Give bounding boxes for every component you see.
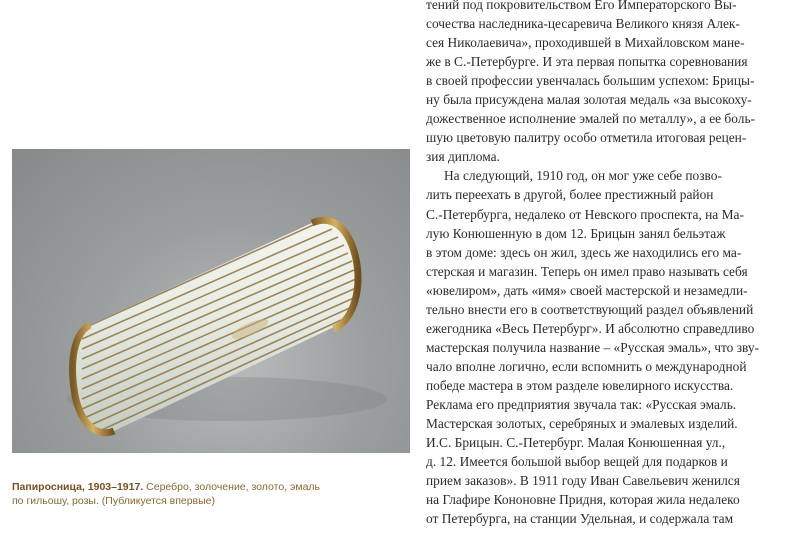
caption-text: Серебро, золочение, золото, эмаль по гильошу, розы. (Публикуется впервые) [12, 481, 321, 507]
paragraph-1: тений под покровительством Его Императорского Вы- сочества наследника-цесаревича Великого князя Алек- сея Николаевича», проходившей в Михайловском мане- же в С.-Петербурге. И эта первая попытка соревнования в своей профессии увенчалась большим успехом: Брицы- ну была присуждена малая золотая медаль «за высокоху- дожественное исполнение эмалей по металлу», а ее боль- шую цветовую палитру особо отметила итоговая рецен- зия диплома. [426, 0, 756, 165]
cigarette-case-photo [12, 149, 410, 453]
caption-title: Папиросница, 1903–1917. [12, 481, 144, 493]
article-text [426, 0, 792, 528]
figure-caption [12, 480, 322, 508]
paragraph-2: На следующий, 1910 год, он мог уже себе позво- лить переехать в другой, более престижный район С.-Петербурга, недалеко от Невского проспекта, на Ма- лую Конюшенную в дом 12. Брицын занял бельэтаж в этом доме: здесь он жил, здесь же находились его ма- стерская и магазин. Теперь он имел право называть себя «ювелиром», дать «имя» своей мастерской и незамедли- тельно внести его в соответствующий раздел объявлений ежегодника «Весь Петербург». И абсолютно справедливо мастерская получила название – «Русская эмаль», что зву- чало вполне логично, если вспомнить о международной победе мастера в этом разделе ювелирного искусства. Реклама его предприятия звучала так: «Русская эмаль. Мастерская золотых, серебряных и эмалевых изделий. И.С. Брицын. С.-Петербург. Малая Конюшенная ул., д. 12. Имеется большой выбор вещей для подарков и прием заказов». В 1911 году Иван Савельевич женился на Глафире Кононовне Придня, которая жила недалеко от Петербурга, на станции Удельная, и содержала там [426, 168, 760, 527]
